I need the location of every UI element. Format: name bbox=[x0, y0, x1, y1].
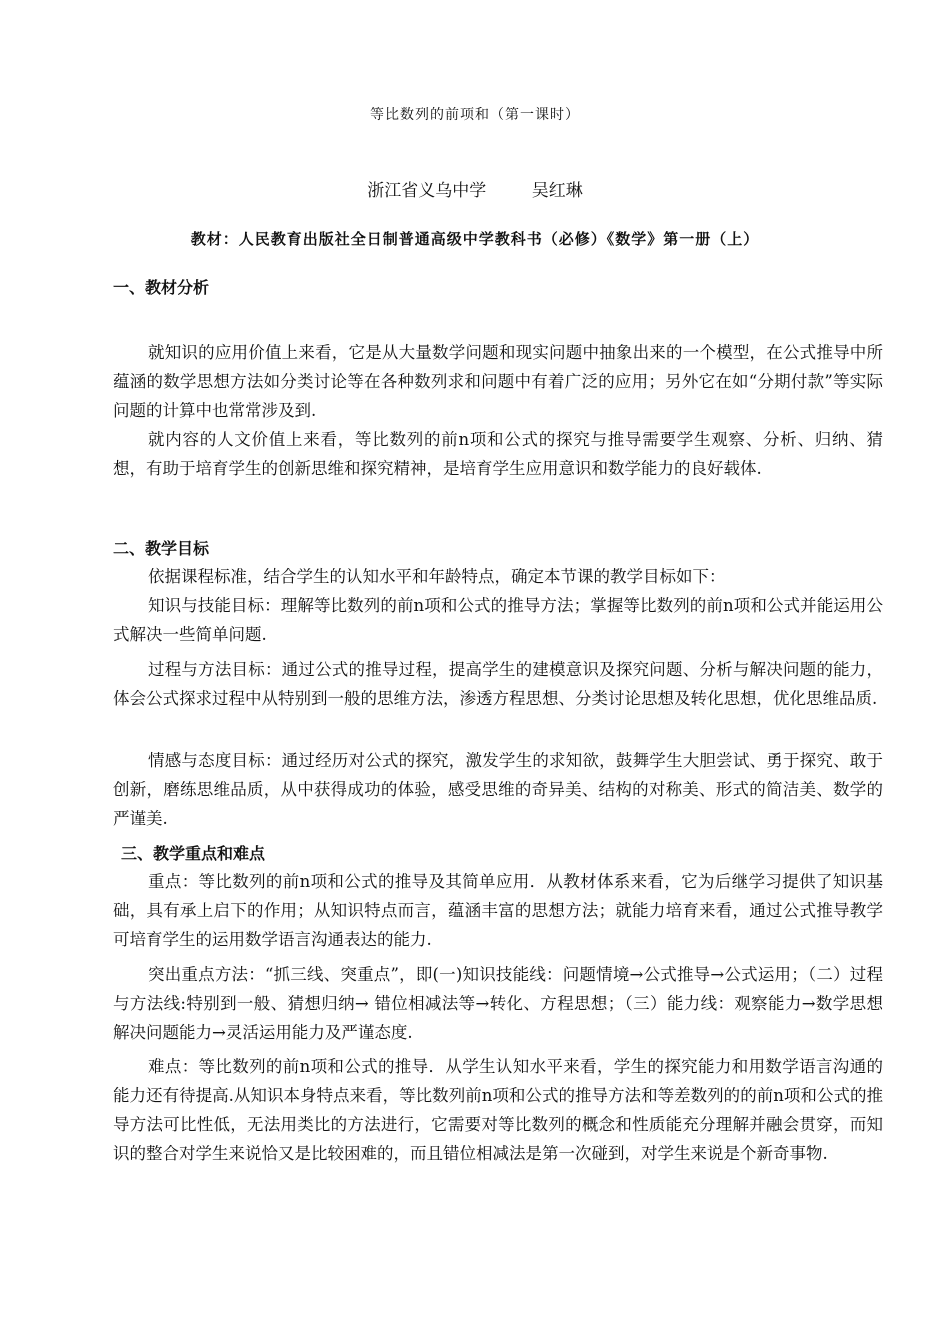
paragraph: 难点：等比数列的前n项和公式的推导．从学生认知水平来看，学生的探究能力和用数学语言沟通的能力还有待提高.从知识本身特点来看，等比数列前n项和公式的推导方法和等差数列的的前n项和公式的推导方法可比性低，无法用类比的方法进行，它需要对等比数列的概念和性质能充分理解并融会贯穿，而知识的整合对学生来说恰又是比较困难的，而且错位相减法是第一次碰到，对学生来说是个新奇事物. bbox=[113, 1057, 883, 1163]
school-name: 浙江省义乌中学 bbox=[367, 181, 487, 201]
paragraph: 就知识的应用价值上来看，它是从大量数学问题和现实问题中抽象出来的一个模型，在公式推导中所蕴涵的数学思想方法如分类讨论等在各种数列求和问题中有着广泛的应用；另外它在如“分期付款”等实际问题的计算中也常常涉及到. bbox=[113, 343, 883, 420]
paragraph: 依据课程标准，结合学生的认知水平和年龄特点，确定本节课的教学目标如下： bbox=[148, 567, 726, 586]
paragraph: 重点：等比数列的前n项和公式的推导及其简单应用．从教材体系来看，它为后继学习提供了知识基础，具有承上启下的作用；从知识特点而言，蕴涵丰富的思想方法；就能力培育来看，通过公式推导教学可培育学生的运用数学语言沟通表达的能力. bbox=[113, 872, 883, 949]
section-heading-goals: 二、教学目标 bbox=[113, 539, 210, 558]
author-name: 吴红琳 bbox=[531, 181, 583, 201]
paragraph: 过程与方法目标：通过公式的推导过程，提高学生的建模意识及探究问题、分析与解决问题的能力，体会公式探求过程中从特别到一般的思维方法，渗透方程思想、分类讨论思想及转化思想，优化思维品质. bbox=[113, 660, 883, 708]
paragraph: 突出重点方法：“抓三线、突重点”，即(一)知识技能线：问题情境→公式推导→公式运用；（二）过程与方法线:特别到一般、猜想归纳→ 错位相减法等→转化、方程思想；（三）能力线：观察能力→数学思想解决问题能力→灵活运用能力及严谨态度. bbox=[113, 965, 883, 1042]
section-heading-key-points: 三、教学重点和难点 bbox=[121, 844, 266, 863]
paragraph: 就内容的人文价值上来看，等比数列的前n项和公式的探究与推导需要学生观察、分析、归纳、猜想，有助于培育学生的创新思维和探究精神，是培育学生应用意识和数学能力的良好载体. bbox=[113, 430, 883, 478]
textbook-info: 教材：人民教育出版社全日制普通高级中学教科书（必修）《数学》第一册（上） bbox=[190, 230, 760, 248]
author-line bbox=[0, 176, 950, 201]
section-heading-analysis: 一、教材分析 bbox=[113, 278, 210, 297]
paragraph: 情感与态度目标：通过经历对公式的探究，激发学生的求知欲，鼓舞学生大胆尝试、勇于探究、敢于创新，磨练思维品质，从中获得成功的体验，感受思维的奇异美、结构的对称美、形式的简洁美、数学的严谨美. bbox=[113, 751, 883, 828]
document-title: 等比数列的前项和（第一课时） bbox=[370, 107, 580, 123]
paragraph: 知识与技能目标：理解等比数列的前n项和公式的推导方法；掌握等比数列的前n项和公式并能运用公式解决一些简单问题. bbox=[113, 596, 883, 644]
